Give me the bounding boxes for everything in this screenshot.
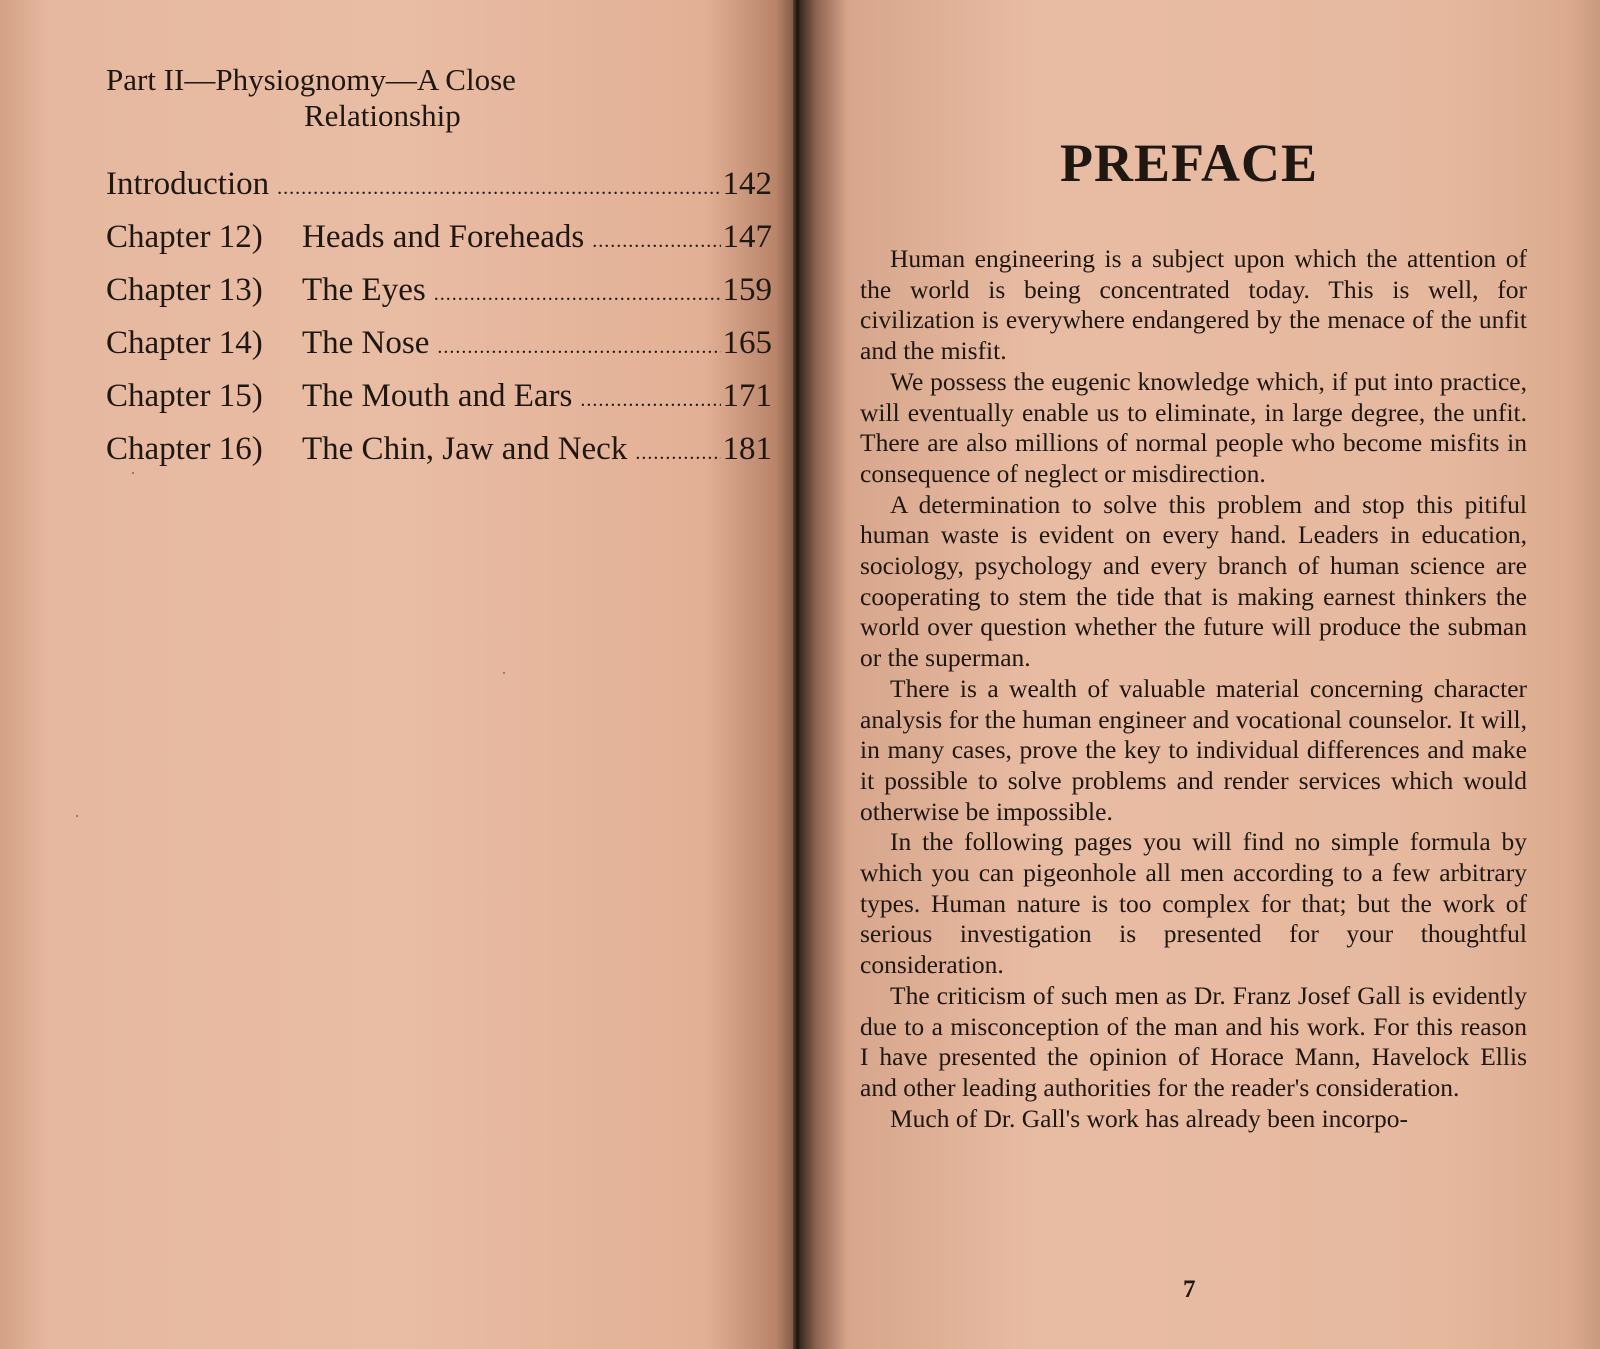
toc-row: [106, 325, 772, 378]
preface-paragraph: A determination to solve this problem and stop this pitiful human waste is evident on every hand. Leaders in education, sociology, psychology and every branch of human science are cooperating to stem the tide that is making earnest thinkers the world over question whether the future will produce the subman or the superman.: [860, 489, 1527, 673]
toc-row: [106, 431, 772, 484]
toc-chapter: Chapter 15): [106, 378, 263, 414]
paper-speck: [76, 815, 78, 817]
toc-chapter: Chapter 12): [106, 219, 263, 255]
toc-page: 147: [722, 219, 772, 255]
toc-chapter: Chapter 13): [106, 272, 263, 308]
toc-page: 181: [722, 431, 772, 467]
toc-row: [106, 219, 772, 272]
preface-paragraph: Much of Dr. Gall's work has already been incorpo-: [890, 1103, 1408, 1133]
toc-chapter: Chapter 14): [106, 325, 263, 361]
paper-speck: [132, 472, 134, 474]
toc-leader: [592, 230, 720, 253]
toc-leader: [434, 283, 721, 306]
preface-paragraph: In the following pages you will find no simple formula by which you can pigeonhole all men according to a few arbitrary types. Human nature is too complex for that; but the work of serious investigation is presented for your thoughtful consideration.: [860, 827, 1527, 980]
preface-paragraph: There is a wealth of valuable material concerning character analysis for the human engineer and vocational counselor. It will, in many cases, prove the key to individual differences and make it possible to solve problems and render services which would otherwise be impossible.: [860, 673, 1527, 826]
preface-paragraph: We possess the eugenic knowledge which, if put into practice, will eventually enable us to eliminate, in large degree, the unfit. There are also millions of normal people who become misfits in consequence of neglect or misdirection.: [860, 366, 1527, 488]
toc-title: The Nose: [302, 325, 430, 361]
toc-title: The Mouth and Ears: [302, 378, 573, 414]
toc-leader: [635, 442, 720, 465]
toc-page: 142: [722, 166, 772, 202]
preface-title: PREFACE: [1060, 133, 1318, 193]
toc-row: [106, 166, 772, 219]
toc-leader: [277, 177, 720, 200]
toc-leader: [437, 336, 720, 359]
page-number: 7: [1183, 1276, 1196, 1303]
part-heading: [106, 62, 666, 134]
toc-title: Heads and Foreheads: [302, 219, 585, 255]
toc-leader: [580, 389, 720, 412]
toc-page: 165: [722, 325, 772, 361]
toc-chapter: Chapter 16): [106, 431, 263, 467]
table-of-contents: [106, 166, 772, 484]
toc-title: The Eyes: [302, 272, 426, 308]
toc-page: 171: [722, 378, 772, 414]
paper-speck: [503, 672, 505, 674]
part-heading-line1: Part II—Physiognomy—A Close: [106, 62, 516, 97]
preface-body: [860, 244, 1527, 1134]
preface-paragraph: The criticism of such men as Dr. Franz Josef Gall is evidently due to a misconception of the man and his work. For this reason I have presented the opinion of Horace Mann, Havelock Ellis and other leading authorities for the reader's consideration.: [860, 980, 1527, 1102]
preface-paragraph: Human engineering is a subject upon which the attention of the world is being concentrated today. This is well, for civilization is everywhere endangered by the menace of the unfit and the misfit.: [860, 244, 1527, 366]
toc-row: [106, 272, 772, 325]
toc-row: [106, 378, 772, 431]
toc-page: 159: [722, 272, 772, 308]
toc-title: The Chin, Jaw and Neck: [302, 431, 628, 467]
toc-chapter: Introduction: [106, 166, 270, 202]
part-heading-line2: Relationship: [304, 98, 461, 133]
